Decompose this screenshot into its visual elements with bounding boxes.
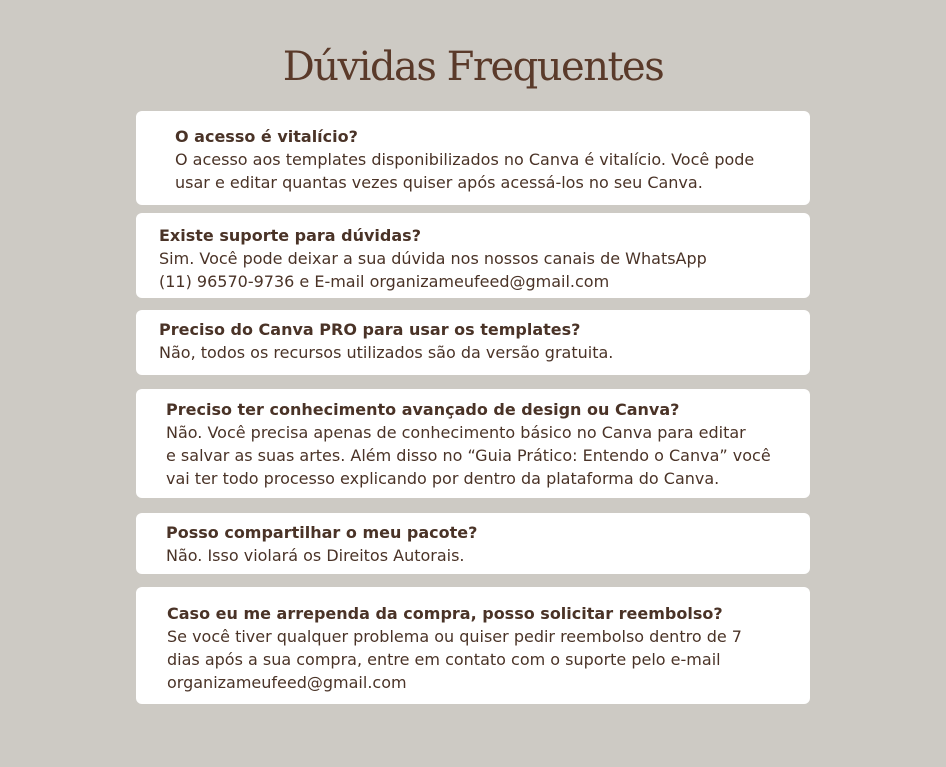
faq-card-canva-pro — [136, 310, 810, 375]
faq-question: Caso eu me arrependa da compra, posso solicitar reembolso? — [167, 604, 723, 623]
faq-answer: Não. Isso violará os Direitos Autorais. — [166, 546, 465, 565]
faq-card-refund — [136, 587, 810, 704]
faq-question: Preciso ter conhecimento avançado de design ou Canva? — [166, 400, 680, 419]
faq-question: Preciso do Canva PRO para usar os templates? — [159, 320, 581, 339]
faq-question: O acesso é vitalício? — [175, 127, 358, 146]
faq-answer: Se você tiver qualquer problema ou quiser pedir reembolso dentro de 7 dias após a sua compra, entre em contato com o suporte pelo e-mail organizameufeed@gmail.com — [167, 627, 742, 692]
faq-question: Posso compartilhar o meu pacote? — [166, 523, 478, 542]
faq-card-support — [136, 213, 810, 298]
page-title: Dúvidas Frequentes — [282, 44, 664, 90]
faq-question: Existe suporte para dúvidas? — [159, 226, 421, 245]
faq-answer: Não. Você precisa apenas de conhecimento básico no Canva para editar e salvar as suas artes. Além disso no “Guia Prático: Entendo o Canva” você vai ter todo processo explicando por dentro da plataforma do Canva. — [166, 423, 771, 488]
faq-card-design-knowledge — [136, 389, 810, 498]
faq-card-share-package — [136, 513, 810, 574]
faq-answer: Sim. Você pode deixar a sua dúvida nos nossos canais de WhatsApp (11) 96570-9736 e E-mail organizameufeed@gmail.com — [159, 249, 707, 291]
faq-card-lifetime-access — [136, 111, 810, 205]
faq-answer: Não, todos os recursos utilizados são da versão gratuita. — [159, 343, 614, 362]
faq-answer: O acesso aos templates disponibilizados no Canva é vitalício. Você pode usar e editar quantas vezes quiser após acessá-los no seu Canva. — [175, 150, 755, 192]
